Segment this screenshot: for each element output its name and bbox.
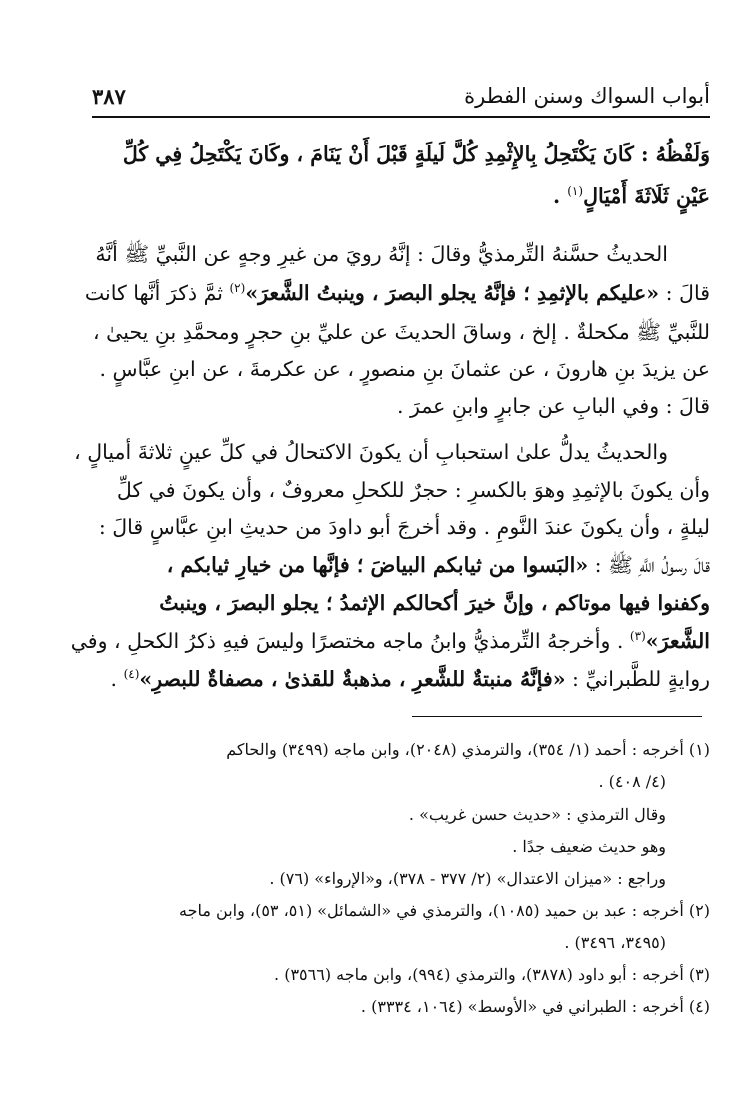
text-line-7: قالَ : وفي البابِ عن جابرٍ وابنِ عمرَ . — [396, 394, 710, 418]
text-line-10: ليلةٍ ، وأن يكونَ عندَ النَّومِ . وقد أخرجَ أبو داودَ من حديثِ ابنِ عبَّاسٍ قالَ : — [98, 515, 710, 539]
text-line-5: للنَّبيِّ ﷺ مكحلةٌ . إلخ ، وساقَ الحديثَ عن عليِّ بنِ حجرٍ ومحمَّدِ بنِ يحيىٰ ، — [93, 320, 710, 344]
text-line-9: وأن يكونَ بالإثمِدِ وهوَ بالكسرِ : حجرٌ للكحلِ معروفٌ ، وأن يكونَ في كلِّ — [116, 478, 710, 502]
footnote-1-line-5: وراجع : «ميزان الاعتدال» (٢/ ٣٧٧ - ٣٧٨)، و«الإرواء» (٧٦) . — [269, 869, 666, 888]
footnote-2-line-2: (٣٤٩٥، ٣٤٩٦) . — [564, 933, 666, 952]
footnote-1-line-1: (١) أخرجه : أحمد (١/ ٣٥٤)، والترمذي (٢٠٤٨)، وابن ماجه (٣٤٩٩) والحاكم — [226, 740, 710, 759]
footnote-ref-2: (٢) — [229, 281, 246, 296]
footnote-2-line-1: (٢) أخرجه : عبد بن حميد (١٠٨٥)، والترمذي في «الشمائل» (٥١، ٥٣)، وابن ماجه — [179, 901, 710, 920]
text-line-4: قالَ : «عليكم بالإثمِدِ ؛ فإنَّهُ يجلو البصرَ ، وينبتُ الشَّعرَ»$^{(٢)}$ ثمَّ ذكرَ أنَّها كانت — [84, 281, 710, 305]
footnote-separator — [412, 716, 702, 717]
text-line-8: والحديثُ يدلُّ علىٰ استحبابِ أن يكونَ الاكتحالُ في كلِّ عينٍ ثلاثةَ أميالٍ ، — [74, 440, 668, 464]
text-line-13: الشَّعرَ»$^{(٣)}$ . وأخرجهُ التِّرمذيُّ وابنُ ماجه مختصرًا وليسَ فيهِ ذكرُ الكحلِ ، وفي — [70, 629, 710, 653]
text-line-6: عن يزيدَ بنِ هارونَ ، عن عثمانَ بنِ منصورٍ ، عن عكرمةَ ، عن ابنِ عبَّاسٍ . — [99, 357, 710, 381]
footnote-ref-1: (١) — [567, 184, 584, 199]
chapter-title: أبواب السواك وسنن الفطرة — [464, 84, 710, 108]
text-line-1: وَلَفْظُهُ : كَانَ يَكْتَحِلُ بِالإِثْمِدِ كُلَّ لَيلَةٍ قَبْلَ أَنْ يَنَامَ ، وكَانَ يَكْتَحِلُ فِي كُلِّ — [122, 142, 710, 166]
footnote-3: (٣) أخرجه : أبو داود (٣٨٧٨)، والترمذي (٩٩٤)، وابن ماجه (٣٥٦٦) . — [274, 965, 710, 984]
footnote-ref-4: (٤) — [123, 667, 140, 682]
running-header — [92, 78, 710, 118]
footnote-ref-3: (٣) — [629, 629, 646, 644]
text-line-11: قالَ رسولُ اللَّهِ ﷺ : «البَسوا من ثيابكم البياضَ ؛ فإنَّها من خيارِ ثيابكم ، — [166, 553, 710, 577]
text-line-14: روايةٍ للطَّبرانيِّ : «فإنَّهُ منبتةٌ للشَّعرِ ، مذهبةٌ للقذىٰ ، مصفاةٌ للبصرِ»$^{(٤)}$ . — [110, 667, 710, 691]
footnote-1-line-3: وقال الترمذي : «حديث حسن غريب» . — [408, 805, 666, 824]
text-line-3: الحديثُ حسَّنهُ التِّرمذيُّ وقالَ : إنَّهُ رويَ من غيرِ وجهٍ عن النَّبيِّ ﷺ أنَّهُ — [95, 242, 668, 266]
text-line-2: عَيْنٍ ثَلَاثَةَ أَمْيَالٍ$^{(١)}$ . — [552, 184, 710, 208]
footnote-1-line-4: وهو حديث ضعيف جدًا . — [512, 837, 666, 856]
page-number: ٣٨٧ — [92, 84, 126, 109]
text-line-12: وكفنوا فيها موتاكم ، وإنَّ خيرَ أكحالكم الإثمدُ ؛ يجلو البصرَ ، وينبتُ — [159, 591, 710, 615]
footnote-1-line-2: (٤/ ٤٠٨) . — [598, 772, 666, 791]
footnote-4: (٤) أخرجه : الطبراني في «الأوسط» (١٠٦٤، ٣٣٣٤) . — [360, 997, 710, 1016]
